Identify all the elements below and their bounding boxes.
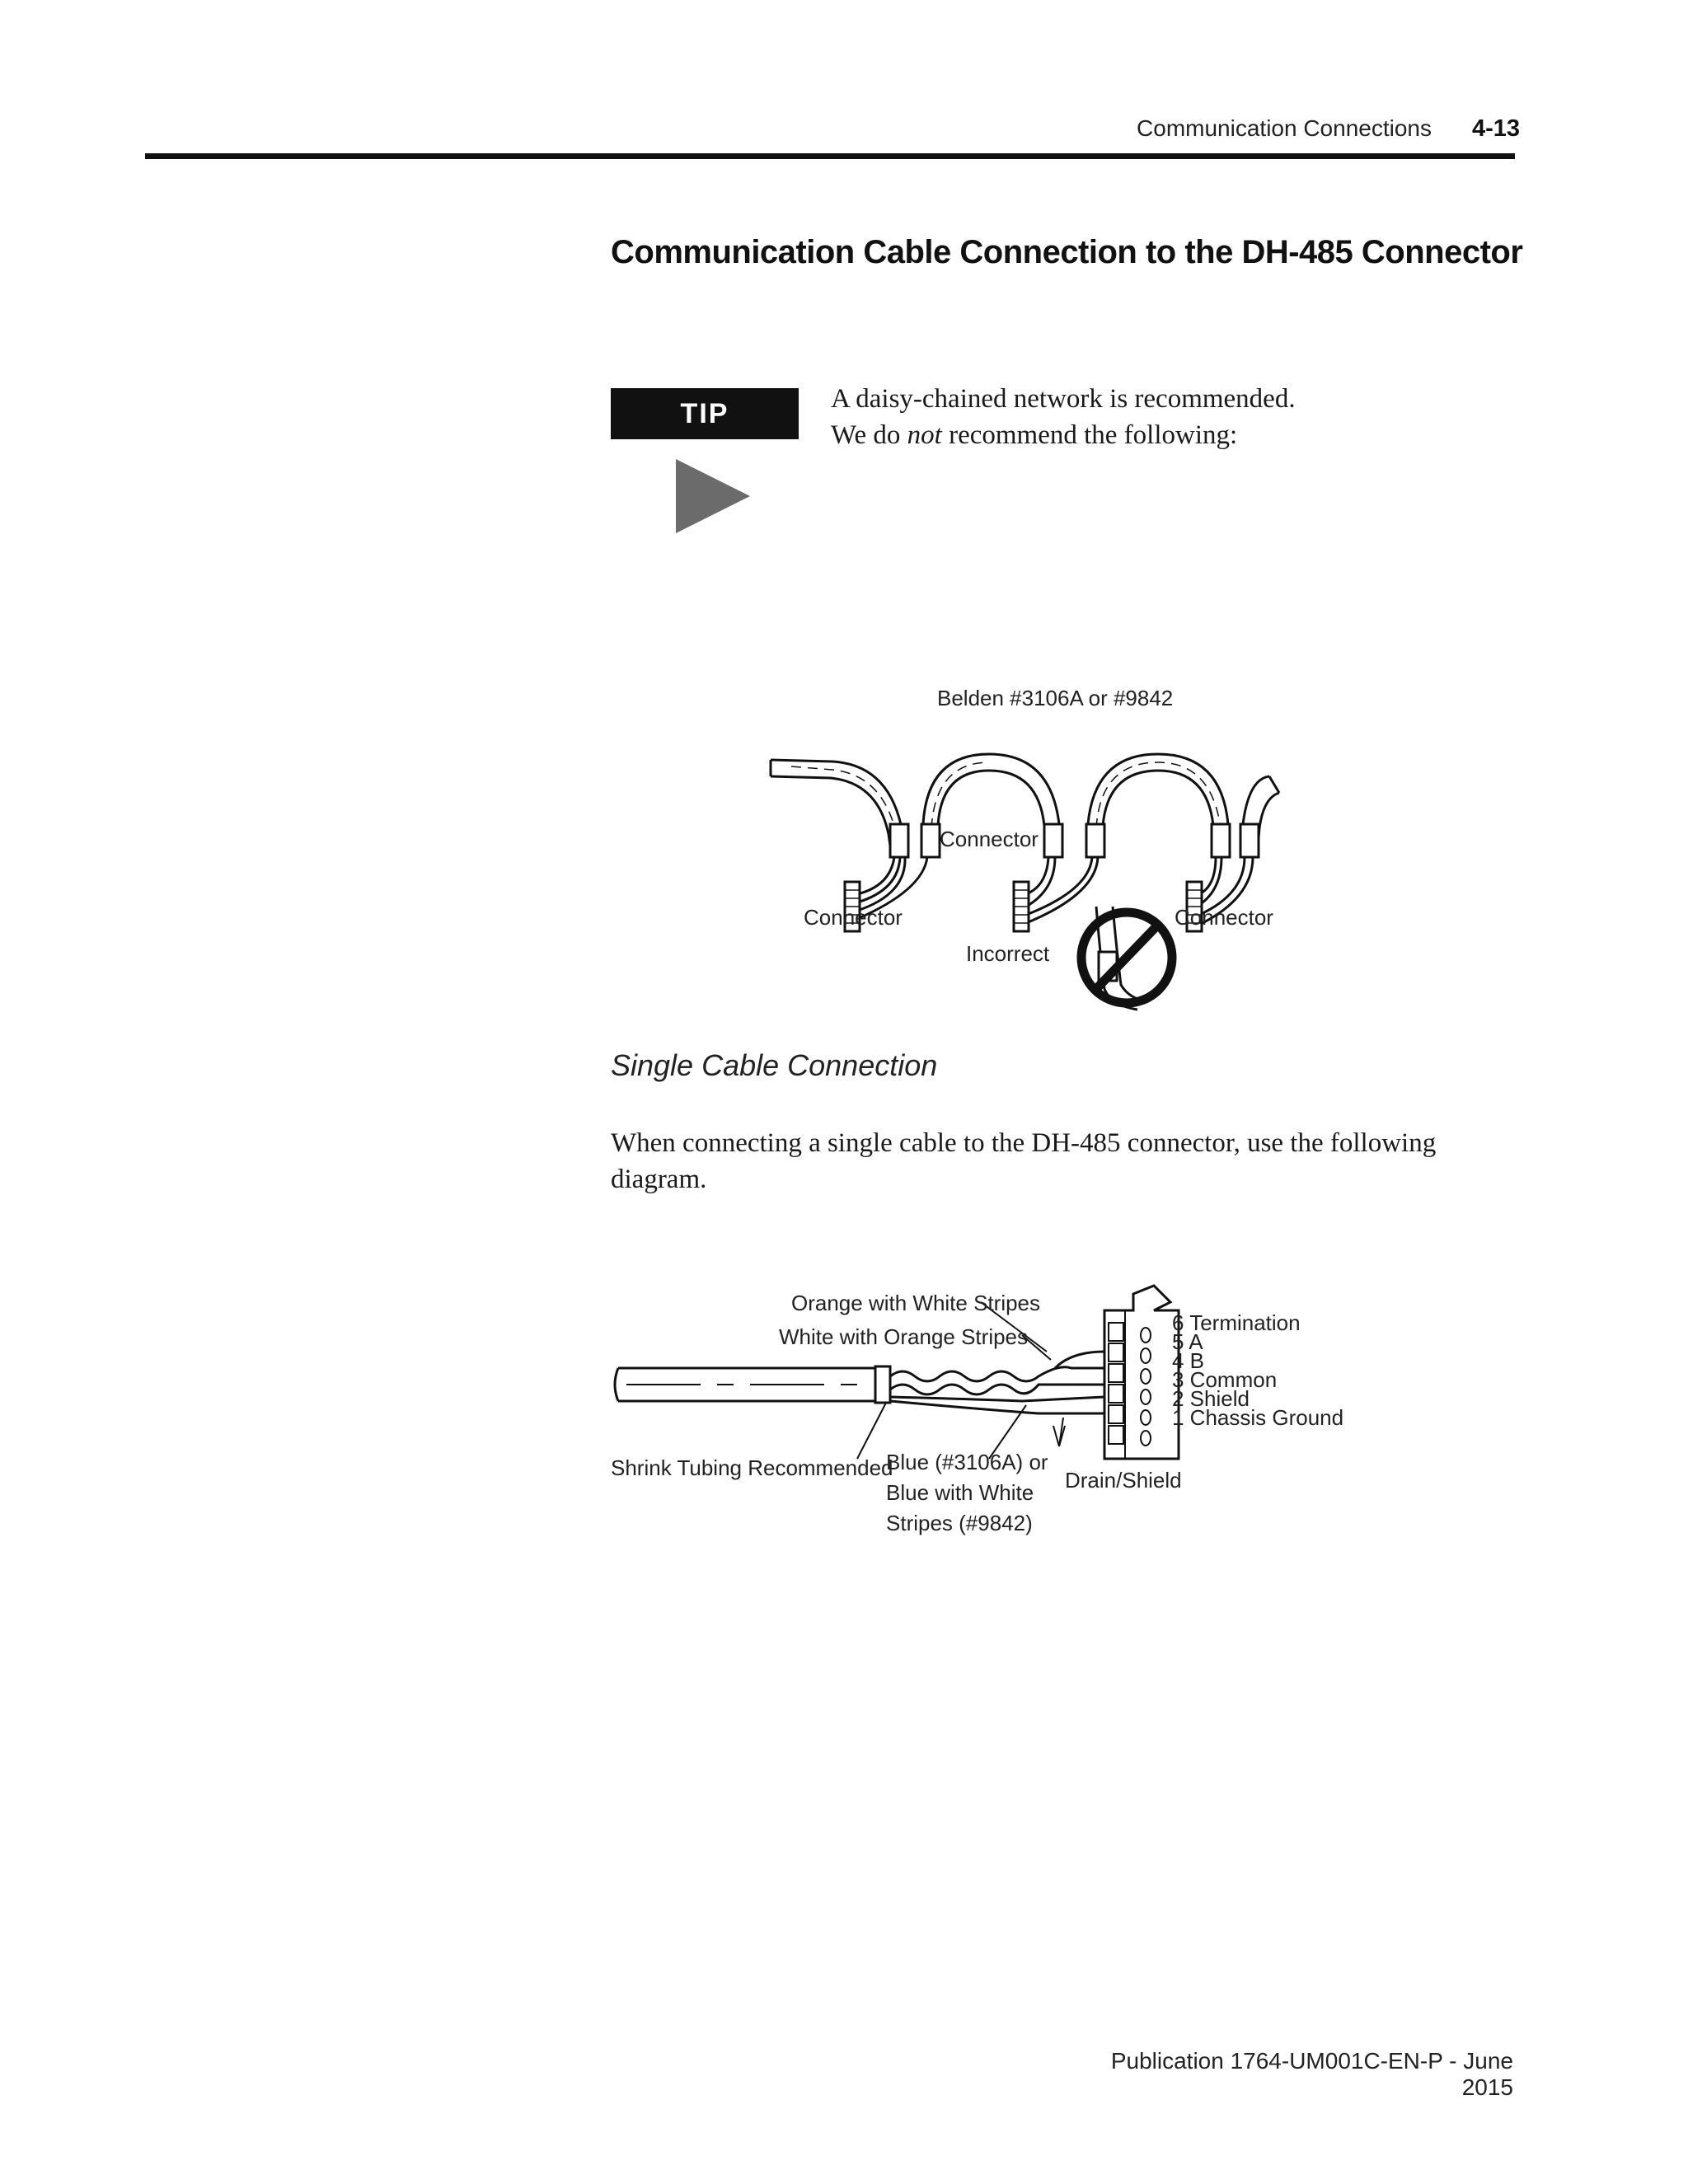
shrink-tubing-label: Shrink Tubing Recommended xyxy=(611,1455,893,1480)
connector-label-middle: Connector xyxy=(940,827,1039,851)
drain-shield-label: Drain/Shield xyxy=(1065,1468,1182,1493)
blue-wire-label-line-1: Blue (#3106A) or xyxy=(886,1450,1048,1474)
tip-line-1: A daisy-chained network is recommended. xyxy=(831,384,1296,414)
terminal-3-label: 3 Common xyxy=(1172,1367,1278,1392)
section-title: Communication Cable Connection to the DH-485 Connector xyxy=(611,234,1523,270)
white-orange-stripes-label: White with Orange Stripes xyxy=(779,1324,1029,1349)
incorrect-label: Incorrect xyxy=(966,941,1050,966)
header-rule xyxy=(145,153,1515,159)
blue-wire-label-line-2: Blue with White xyxy=(886,1480,1034,1505)
page-number: 4-13 xyxy=(1472,115,1521,142)
terminal-list xyxy=(1172,1310,1344,1430)
terminal-6-label: 6 Termination xyxy=(1172,1310,1301,1335)
orange-white-stripes-label: Orange with White Stripes xyxy=(791,1291,1041,1315)
terminal-5-label: 5 A xyxy=(1172,1329,1203,1354)
daisy-chain-diagram xyxy=(767,742,1343,1014)
connector-label-left: Connector xyxy=(804,905,903,930)
cable-type-label: Belden #3106A or #9842 xyxy=(937,686,1174,710)
tip-label: TIP xyxy=(611,388,799,439)
blue-wire-label xyxy=(886,1447,1048,1539)
tip-line-2-post: recommend the following: xyxy=(941,420,1238,450)
tip-text xyxy=(831,381,1296,453)
tip-line-2-emphasis: not xyxy=(907,420,942,450)
connector-label-right: Connector xyxy=(1175,905,1273,930)
subheading: Single Cable Connection xyxy=(611,1048,938,1082)
blue-wire-label-line-3: Stripes (#9842) xyxy=(886,1511,1033,1535)
publication-footer: Publication 1764-UM001C-EN-P - June 2015 xyxy=(1110,2048,1513,2100)
body-paragraph: When connecting a single cable to the DH-485 connector, use the following diagram. xyxy=(611,1128,1437,1194)
running-header-section: Communication Connections xyxy=(1137,115,1432,141)
terminal-1-label: 1 Chassis Ground xyxy=(1172,1405,1344,1430)
tip-line-2-pre: We do xyxy=(831,420,907,450)
terminal-2-label: 2 Shield xyxy=(1172,1386,1250,1411)
tip-arrow-icon xyxy=(676,459,750,533)
terminal-4-label: 4 B xyxy=(1172,1348,1205,1373)
tip-line-2 xyxy=(831,417,1296,453)
